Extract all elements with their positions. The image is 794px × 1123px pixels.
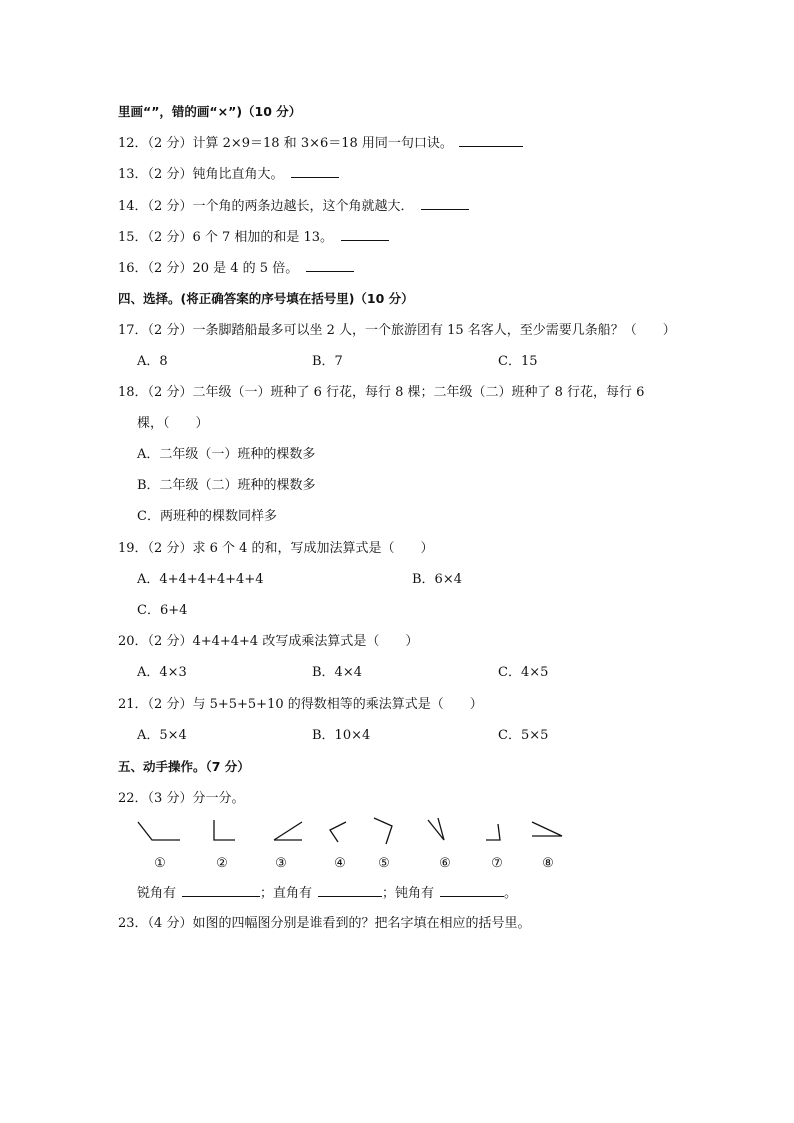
q17-option-c[interactable]: C．15 — [498, 354, 538, 369]
question-13 — [118, 165, 339, 184]
q22-answer-line — [137, 884, 517, 903]
q19-option-c[interactable]: C．6+4 — [137, 603, 188, 618]
q19-option-b[interactable]: B．6×4 — [412, 572, 462, 587]
q17-option-b[interactable]: B．7 — [312, 354, 343, 369]
obtuse-label: ；钝角有 — [382, 886, 435, 901]
q19-option-a[interactable]: A．4+4+4+4+4+4 — [137, 572, 264, 587]
angles-figure — [130, 812, 580, 874]
angle-2-icon — [214, 820, 235, 840]
question-15 — [118, 228, 389, 247]
q20-option-c[interactable]: C．4×5 — [498, 665, 549, 680]
section3-heading-tail: 里画“”，错的画“×”)（10 分） — [118, 104, 302, 119]
acute-answer-blank[interactable] — [182, 884, 260, 897]
section5-heading: 五、动手操作。（7 分） — [118, 759, 250, 774]
question-12-text: 12．（2 分）计算 2×9＝18 和 3×6＝18 用同一句口诀。 — [118, 136, 453, 151]
question-12 — [118, 134, 523, 153]
q18-option-b[interactable]: B．二年级（二）班种的棵数多 — [137, 478, 316, 493]
question-14 — [118, 197, 469, 216]
q17-option-a[interactable]: A．8 — [137, 354, 168, 369]
answer-blank-12[interactable] — [459, 134, 523, 147]
question-18-line1: 18．（2 分）二年级（一）班种了 6 行花，每行 8 棵；二年级（二）班种了 8 行花，每行 6 — [118, 385, 645, 400]
question-17: 17．（2 分）一条脚踏船最多可以坐 2 人，一个旅游团有 15 名客人，至少需要几条船？（ ） — [118, 323, 676, 338]
angle-5-icon — [374, 818, 392, 844]
answer-end: 。 — [504, 886, 518, 901]
angle-5-label: ⑤ — [378, 856, 390, 871]
section4-heading: 四、选择。(将正确答案的序号填在括号里)（10 分） — [118, 291, 414, 306]
angle-2-label: ② — [216, 856, 228, 871]
q20-option-a[interactable]: A．4×3 — [137, 665, 187, 680]
q18-option-a[interactable]: A．二年级（一）班种的棵数多 — [137, 447, 316, 462]
answer-blank-15[interactable] — [341, 228, 389, 241]
angle-8-icon — [532, 822, 562, 836]
q20-option-b[interactable]: B．4×4 — [312, 665, 362, 680]
question-14-text: 14．（2 分）一个角的两条边越长，这个角就越大． — [118, 199, 414, 214]
angle-4-label: ④ — [334, 856, 346, 871]
answer-blank-14[interactable] — [421, 197, 469, 210]
angle-4-icon — [330, 822, 346, 842]
angle-8-label: ⑧ — [542, 856, 554, 871]
question-16-text: 16．（2 分）20 是 4 的 5 倍。 — [118, 261, 299, 276]
question-20: 20．（2 分）4+4+4+4 改写成乘法算式是（ ） — [118, 634, 419, 649]
question-19: 19．（2 分）求 6 个 4 的和，写成加法算式是（ ） — [118, 541, 434, 556]
angle-3-icon — [274, 822, 302, 840]
q18-option-c[interactable]: C．两班种的棵数同样多 — [137, 509, 277, 524]
acute-label: 锐角有 — [137, 886, 177, 901]
question-22: 22．（3 分）分一分。 — [118, 791, 245, 806]
angle-6-icon — [428, 818, 444, 840]
angle-7-icon — [486, 824, 500, 840]
q21-option-a[interactable]: A．5×4 — [137, 728, 187, 743]
q21-option-c[interactable]: C．5×5 — [498, 728, 549, 743]
right-label: ；直角有 — [260, 886, 313, 901]
answer-blank-13[interactable] — [291, 165, 339, 178]
angle-7-label: ⑦ — [491, 856, 503, 871]
angle-1-icon — [138, 822, 180, 840]
angle-1-label: ① — [154, 856, 166, 871]
q21-option-b[interactable]: B．10×4 — [312, 728, 371, 743]
angle-6-label: ⑥ — [439, 856, 451, 871]
question-13-text: 13．（2 分）钝角比直角大。 — [118, 167, 284, 182]
obtuse-answer-blank[interactable] — [440, 884, 504, 897]
question-21: 21．（2 分）与 5+5+5+10 的得数相等的乘法算式是（ ） — [118, 697, 483, 712]
angle-3-label: ③ — [275, 856, 287, 871]
answer-blank-16[interactable] — [306, 259, 354, 272]
right-answer-blank[interactable] — [318, 884, 382, 897]
question-23: 23．（4 分）如图的四幅图分别是谁看到的？把名字填在相应的括号里。 — [118, 916, 531, 931]
question-16 — [118, 259, 354, 278]
question-15-text: 15．（2 分）6 个 7 相加的和是 13。 — [118, 230, 334, 245]
question-18-line2: 棵，（ ） — [137, 416, 209, 431]
